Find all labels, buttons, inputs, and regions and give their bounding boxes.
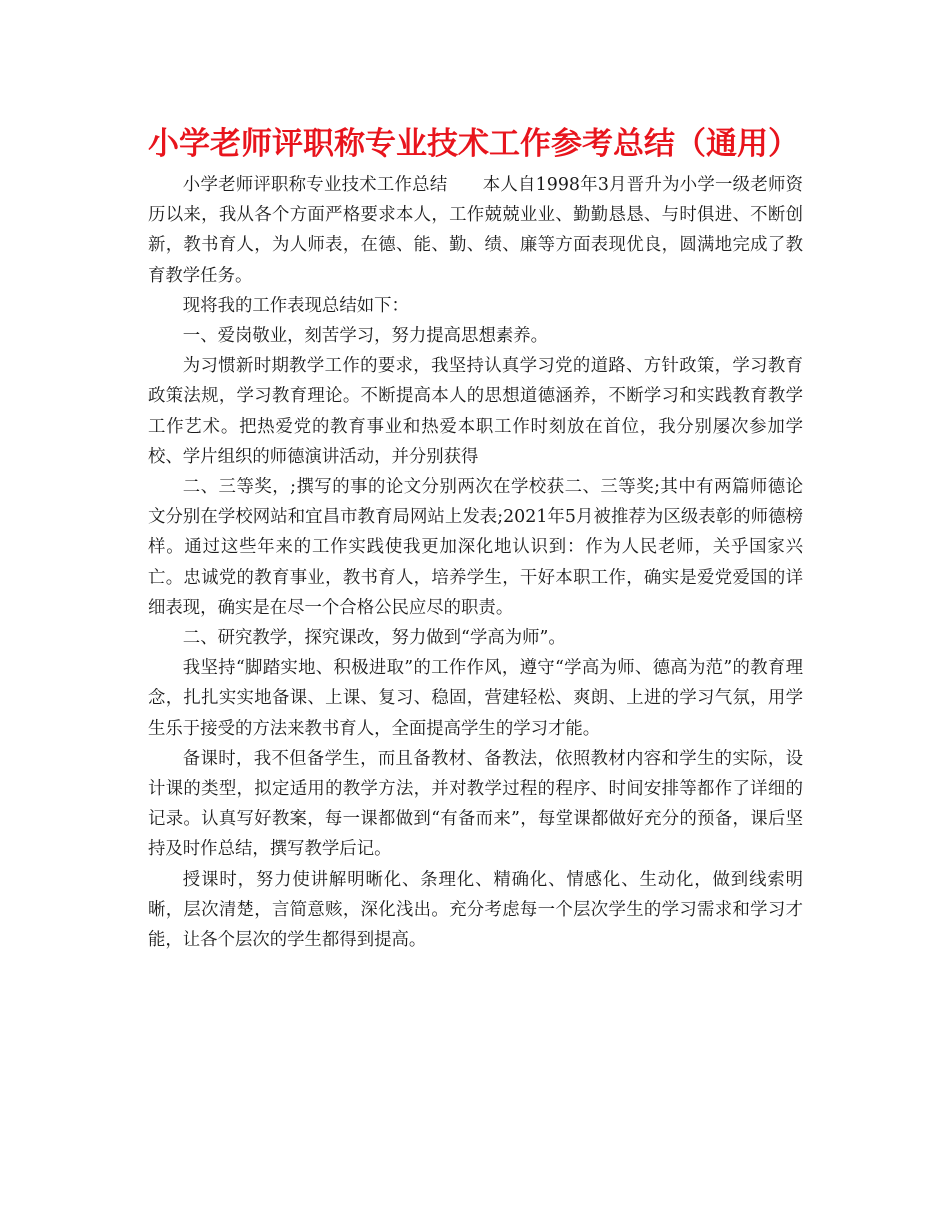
paragraph-teaching: 授课时，努力使讲解明晰化、条理化、精确化、情感化、生动化，做到线索明晰，层次清楚，言简意赅，深化浅出。充分考虑每一个层次学生的学习需求和学习才能，让各个层次的学生都得到提高。 (148, 869, 803, 951)
paragraph-awards: 二、三等奖，;撰写的事的论文分别两次在学校获二、三等奖;其中有两篇师德论文分别在学校网站和宜昌市教育局网站上发表;2021年5月被推荐为区级表彰的师德榜样。通过这些年来的工作实践使我更加深化地认识到：作为人民老师，关乎国家兴亡。忠诚党的教育事业，教书育人，培养学生，干好本职工作，确实是爱党爱国的详细表现，确实是在尽一个合格公民应尽的职责。 (148, 477, 803, 618)
paragraph-summary-lead: 现将我的工作表现总结如下： (182, 295, 409, 316)
section-heading-2: 二、研究教学，探究课改，努力做到“学高为师”。 (182, 628, 566, 649)
document-body (148, 170, 803, 955)
paragraph-work-style: 我坚持“脚踏实地、积极进取”的工作作风，遵守“学高为师、德高为范”的教育理念，扎扎实实地备课、上课、复习、稳固，营建轻松、爽朗、上进的学习气氛，用学生乐于接受的方法来教书育人，全面提高学生的学习才能。 (148, 658, 803, 739)
paragraph-study: 为习惯新时期教学工作的要求，我坚持认真学习党的道路、方针政策，学习教育政策法规，学习教育理论。不断提高本人的思想道德涵养，不断学习和实践教育教学工作艺术。把热爱党的教育事业和热爱本职工作时刻放在首位，我分别屡次参加学校、学片组织的师德演讲活动，并分别获得 (148, 356, 803, 467)
document-title: 小学老师评职称专业技术工作参考总结（通用） (148, 126, 799, 162)
paragraph-lesson-prep: 备课时，我不但备学生，而且备教材、备教法，依照教材内容和学生的实际，设计课的类型，拟定适用的教学方法，并对教学过程的程序、时间安排等都作了详细的记录。认真写好教案，每一课都做到“有备而来”，每堂课都做好充分的预备，课后坚持及时作总结，撰写教学后记。 (148, 748, 803, 860)
paragraph-intro: 小学老师评职称专业技术工作总结 本人自1998年3月晋升为小学一级老师资历以来，我从各个方面严格要求本人，工作兢兢业业、勤勤恳恳、与时俱进、不断创新，教书育人，为人师表，在德、能、勤、绩、廉等方面表现优良，圆满地完成了教育教学任务。 (148, 175, 803, 286)
section-heading-1: 一、爱岗敬业，刻苦学习，努力提高思想素养。 (182, 326, 549, 347)
